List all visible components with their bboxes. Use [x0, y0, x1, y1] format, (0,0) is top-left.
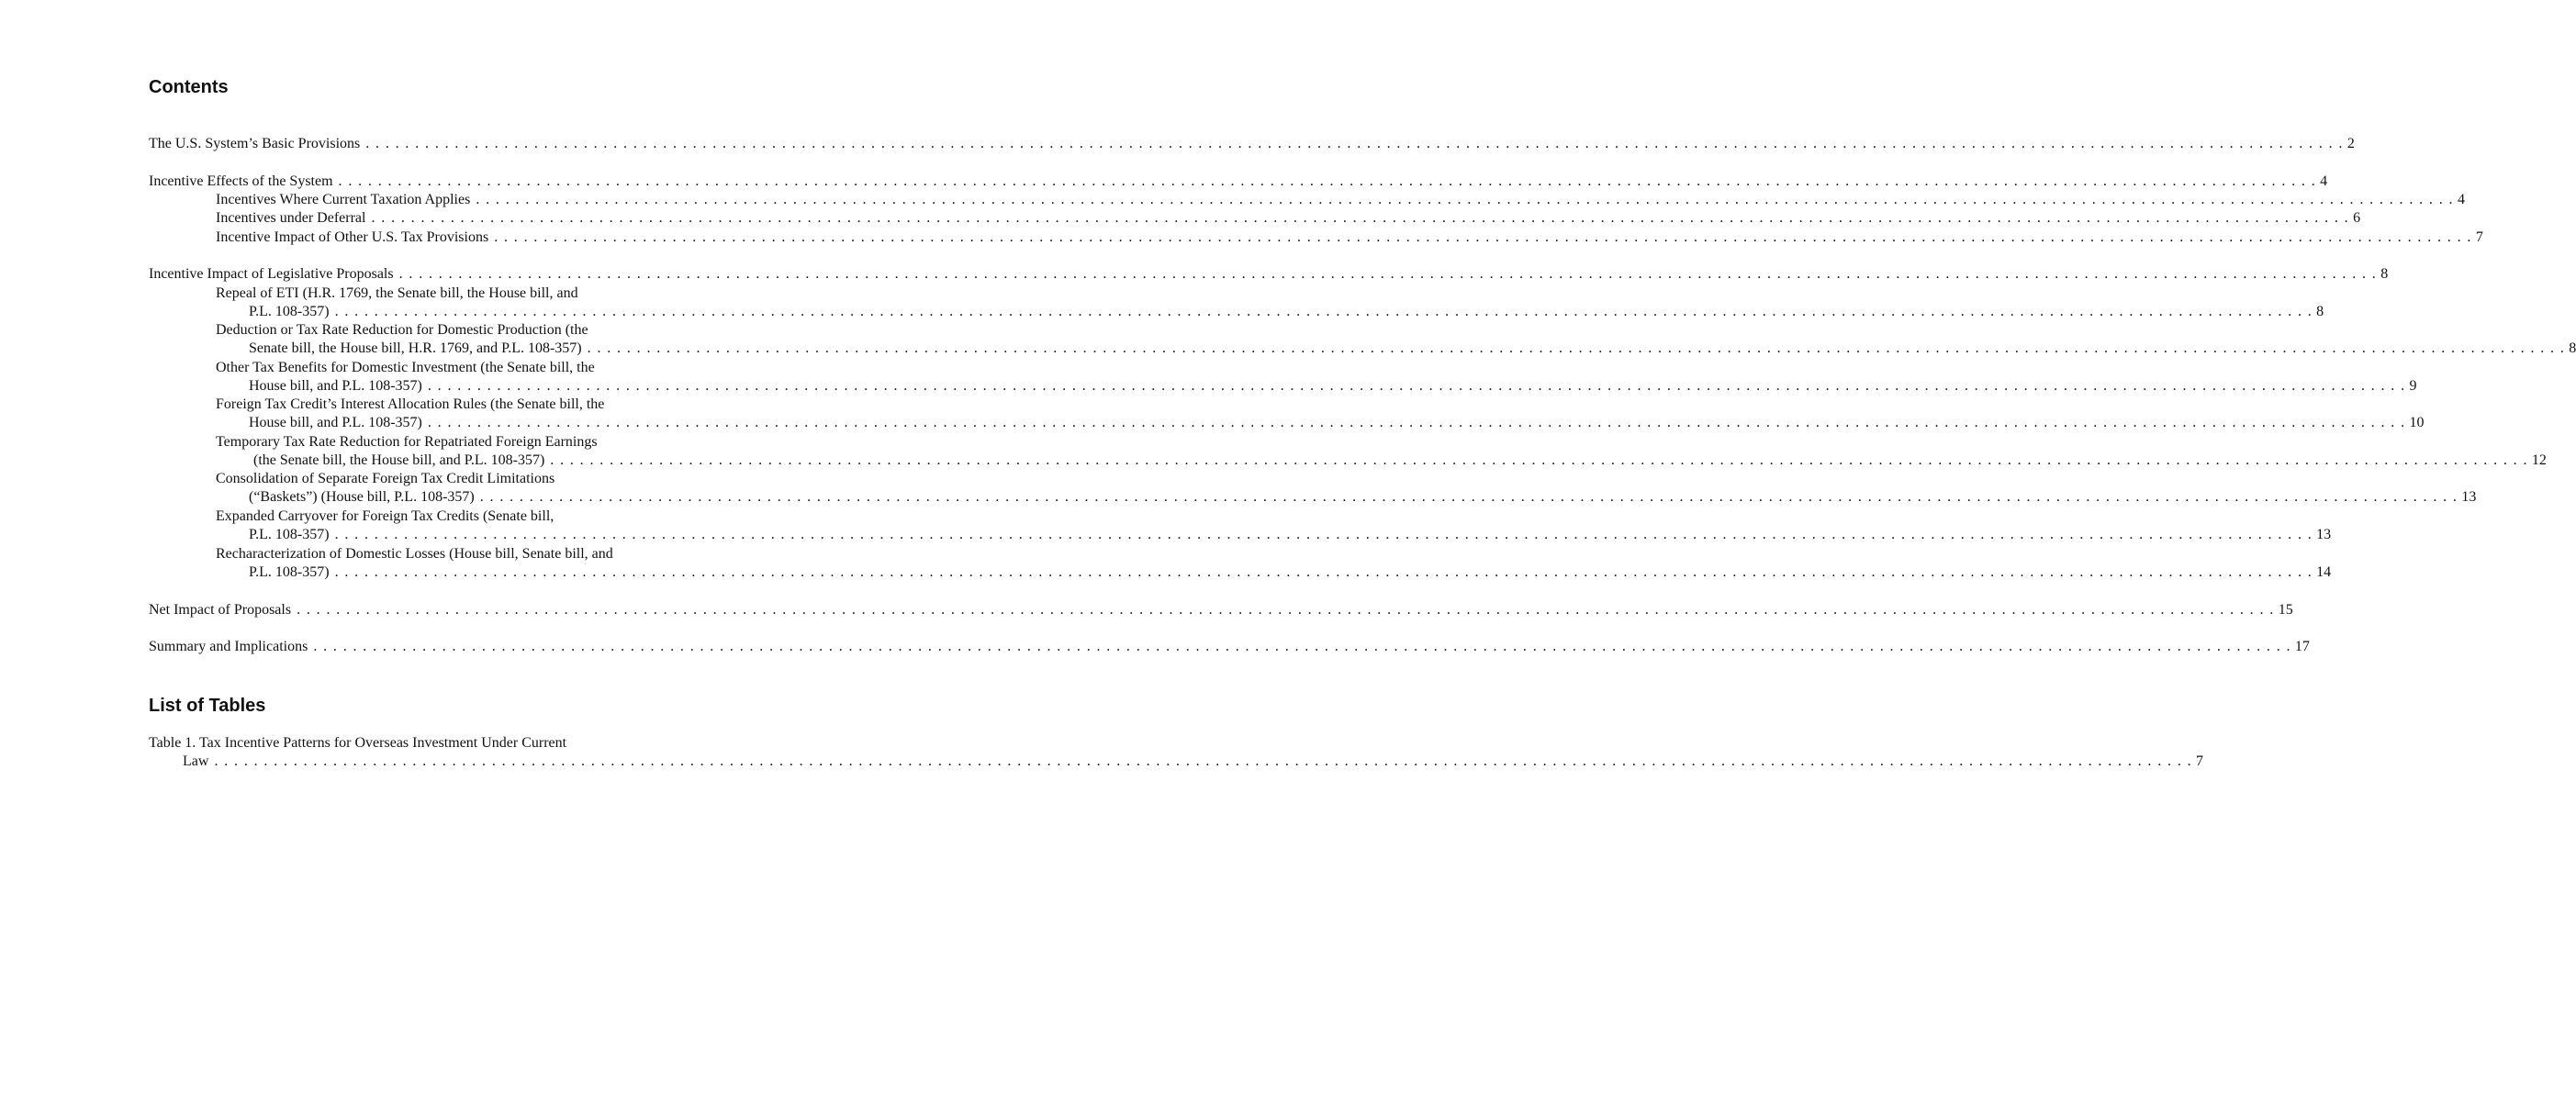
toc-entry-title: P.L. 108-357)	[249, 527, 330, 542]
toc-entry-title: Deduction or Tax Rate Reduction for Domestic Production (the	[216, 322, 588, 338]
toc-page-number: 10	[2409, 415, 2425, 430]
toc-entry-title: Expanded Carryover for Foreign Tax Credits (Senate bill,	[216, 508, 554, 524]
toc-page-number: 7	[2196, 753, 2204, 769]
toc-consolidation-entry-continued[interactable]	[249, 488, 2477, 507]
toc-other-benefits-entry-continued[interactable]	[249, 377, 2417, 396]
dot-leader: . . . . . . . . . . . . . . . . . . . . . . . . . . . . . . . . . . . . . . . . . . . . . . . . . . . . . . . . . . . . . . . . . . . . . . . . . . . . . . . . . . . . . . . . . . . . . . . . . . . . . . . . . . . . . . . . . . . . . . . . . . . . . . . . . . . . . . . . . . . . . . . . . . . . . . . . . . . . . . . . . . . . . . . . . . . . . . . . . . . . . . . . . . . . . . . . . . . . . . . .	[398, 266, 2378, 282]
toc-consolidation-entry[interactable]	[216, 470, 696, 488]
toc-page-number: 15	[2278, 602, 2293, 618]
toc-entry-title: Repeal of ETI (H.R. 1769, the Senate bill, the House bill, and	[216, 285, 578, 301]
dot-leader: . . . . . . . . . . . . . . . . . . . . . . . . . . . . . . . . . . . . . . . . . . . . . . . . . . . . . . . . . . . . . . . . . . . . . . . . . . . . . . . . . . . . . . . . . . . . . . . . . . . . . . . . . . . . . . . . . . . . . . . . . . . . . . . . . . . . . . . . . . . . . . . . . . . . . . . . . . . . . . . . . . . . . . . . . . . . . . . . . . . . . . . . . . . . . . . . . . . . . . . .	[494, 229, 2472, 245]
toc-current-taxation-entry[interactable]	[216, 191, 2465, 209]
toc-entry-title: Senate bill, the House bill, H.R. 1769, and P.L. 108-357)	[249, 340, 582, 356]
toc-recharacterization-entry[interactable]	[216, 545, 696, 563]
toc-page-number: 4	[2320, 173, 2328, 189]
toc-page-number: 14	[2316, 564, 2332, 580]
toc-entry-title: Incentive Impact of Other U.S. Tax Provisions	[216, 229, 489, 245]
toc-summary-entry[interactable]	[149, 638, 2310, 656]
dot-leader: . . . . . . . . . . . . . . . . . . . . . . . . . . . . . . . . . . . . . . . . . . . . . . . . . . . . . . . . . . . . . . . . . . . . . . . . . . . . . . . . . . . . . . . . . . . . . . . . . . . . . . . . . . . . . . . . . . . . . . . . . . . . . . . . . . . . . . . . . . . . . . . . . . . . . . . . . . . . . . . . . . . . . . . . . . . . . . . . . . . . . . . . . . . . . . . . . . . . . . . .	[214, 753, 2193, 769]
toc-page-number: 9	[2409, 378, 2417, 394]
toc-deferral-entry[interactable]	[216, 209, 2361, 228]
toc-repeal-eti-entry-continued[interactable]	[249, 303, 2324, 321]
toc-temporary-rate-entry[interactable]	[216, 433, 696, 452]
dot-leader: . . . . . . . . . . . . . . . . . . . . . . . . . . . . . . . . . . . . . . . . . . . . . . . . . . . . . . . . . . . . . . . . . . . . . . . . . . . . . . . . . . . . . . . . . . . . . . . . . . . . . . . . . . . . . . . . . . . . . . . . . . . . . . . . . . . . . . . . . . . . . . . . . . . . . . . . . . . . . . . . . . . . . . . . . . . . . . . . . . . . . . . . . . . . . . . . . . . . . . . .	[334, 564, 2313, 580]
toc-deduction-rate-entry-continued[interactable]	[249, 340, 2576, 358]
dot-leader: . . . . . . . . . . . . . . . . . . . . . . . . . . . . . . . . . . . . . . . . . . . . . . . . . . . . . . . . . . . . . . . . . . . . . . . . . . . . . . . . . . . . . . . . . . . . . . . . . . . . . . . . . . . . . . . . . . . . . . . . . . . . . . . . . . . . . . . . . . . . . . . . . . . . . . . . . . . . . . . . . . . . . . . . . . . . . . . . . . . . . . . . . . . . . . . . . . . . . . . .	[313, 639, 2291, 654]
toc-entry-title: (the Senate bill, the House bill, and P.L. 108-357)	[253, 452, 545, 468]
dot-leader: . . . . . . . . . . . . . . . . . . . . . . . . . . . . . . . . . . . . . . . . . . . . . . . . . . . . . . . . . . . . . . . . . . . . . . . . . . . . . . . . . . . . . . . . . . . . . . . . . . . . . . . . . . . . . . . . . . . . . . . . . . . . . . . . . . . . . . . . . . . . . . . . . . . . . . . . . . . . . . . . . . . . . . . . . . . . . . . . . . . . . . . . . . . . . . . . . . . . . . . .	[476, 192, 2454, 207]
toc-entry-title: P.L. 108-357)	[249, 564, 330, 580]
dot-leader: . . . . . . . . . . . . . . . . . . . . . . . . . . . . . . . . . . . . . . . . . . . . . . . . . . . . . . . . . . . . . . . . . . . . . . . . . . . . . . . . . . . . . . . . . . . . . . . . . . . . . . . . . . . . . . . . . . . . . . . . . . . . . . . . . . . . . . . . . . . . . . . . . . . . . . . . . . . . . . . . . . . . . . . . . . . . . . . . . . . . . . . . . . . . . . . . . . . . . . . .	[587, 340, 2566, 356]
toc-us-system-entry[interactable]	[149, 135, 2355, 153]
table-1-entry-continued[interactable]	[183, 753, 2204, 771]
toc-entry-title: (“Baskets”) (House bill, P.L. 108-357)	[249, 489, 475, 505]
toc-page-number: 8	[2380, 266, 2389, 282]
toc-entry-title: Summary and Implications	[149, 639, 308, 654]
toc-entry-title: Table 1. Tax Incentive Patterns for Overseas Investment Under Current	[149, 735, 567, 751]
dot-leader: . . . . . . . . . . . . . . . . . . . . . . . . . . . . . . . . . . . . . . . . . . . . . . . . . . . . . . . . . . . . . . . . . . . . . . . . . . . . . . . . . . . . . . . . . . . . . . . . . . . . . . . . . . . . . . . . . . . . . . . . . . . . . . . . . . . . . . . . . . . . . . . . . . . . . . . . . . . . . . . . . . . . . . . . . . . . . . . . . . . . . . . . . . . . . . . . . . . . . . . .	[371, 210, 2350, 226]
toc-repeal-eti-entry[interactable]	[216, 284, 696, 303]
toc-entry-title: House bill, and P.L. 108-357)	[249, 415, 422, 430]
table-1-entry[interactable]	[149, 734, 696, 753]
toc-deduction-rate-entry[interactable]	[216, 321, 696, 340]
toc-entry-title: Other Tax Benefits for Domestic Investment (the Senate bill, the	[216, 360, 595, 375]
toc-temporary-rate-entry-continued[interactable]	[253, 452, 2547, 470]
contents-heading: Contents	[149, 77, 229, 97]
toc-other-benefits-entry[interactable]	[216, 359, 696, 377]
toc-entry-title: Foreign Tax Credit’s Interest Allocation Rules (the Senate bill, the	[216, 396, 605, 412]
toc-entry-title: Recharacterization of Domestic Losses (House bill, Senate bill, and	[216, 546, 613, 562]
dot-leader: . . . . . . . . . . . . . . . . . . . . . . . . . . . . . . . . . . . . . . . . . . . . . . . . . . . . . . . . . . . . . . . . . . . . . . . . . . . . . . . . . . . . . . . . . . . . . . . . . . . . . . . . . . . . . . . . . . . . . . . . . . . . . . . . . . . . . . . . . . . . . . . . . . . . . . . . . . . . . . . . . . . . . . . . . . . . . . . . . . . . . . . . . . . . . . . . . . . . . . . .	[365, 136, 2344, 151]
toc-entry-title: Incentives under Deferral	[216, 210, 366, 226]
toc-entry-title: Temporary Tax Rate Reduction for Repatriated Foreign Earnings	[216, 434, 598, 450]
dot-leader: . . . . . . . . . . . . . . . . . . . . . . . . . . . . . . . . . . . . . . . . . . . . . . . . . . . . . . . . . . . . . . . . . . . . . . . . . . . . . . . . . . . . . . . . . . . . . . . . . . . . . . . . . . . . . . . . . . . . . . . . . . . . . . . . . . . . . . . . . . . . . . . . . . . . . . . . . . . . . . . . . . . . . . . . . . . . . . . . . . . . . . . . . . . . . . . . . . . . . . . .	[550, 452, 2528, 468]
toc-other-provisions-entry[interactable]	[216, 229, 2483, 247]
dot-leader: . . . . . . . . . . . . . . . . . . . . . . . . . . . . . . . . . . . . . . . . . . . . . . . . . . . . . . . . . . . . . . . . . . . . . . . . . . . . . . . . . . . . . . . . . . . . . . . . . . . . . . . . . . . . . . . . . . . . . . . . . . . . . . . . . . . . . . . . . . . . . . . . . . . . . . . . . . . . . . . . . . . . . . . . . . . . . . . . . . . . . . . . . . . . . . . . . . . . . . . .	[334, 527, 2313, 542]
toc-entry-title: Net Impact of Proposals	[149, 602, 292, 618]
toc-page-number: 2	[2346, 136, 2355, 151]
toc-carryover-entry-continued[interactable]	[249, 526, 2332, 544]
toc-interest-allocation-entry[interactable]	[216, 396, 696, 414]
dot-leader: . . . . . . . . . . . . . . . . . . . . . . . . . . . . . . . . . . . . . . . . . . . . . . . . . . . . . . . . . . . . . . . . . . . . . . . . . . . . . . . . . . . . . . . . . . . . . . . . . . . . . . . . . . . . . . . . . . . . . . . . . . . . . . . . . . . . . . . . . . . . . . . . . . . . . . . . . . . . . . . . . . . . . . . . . . . . . . . . . . . . . . . . . . . . . . . . . . . . . . . .	[427, 378, 2406, 394]
toc-page-number: 4	[2457, 192, 2465, 207]
dot-leader: . . . . . . . . . . . . . . . . . . . . . . . . . . . . . . . . . . . . . . . . . . . . . . . . . . . . . . . . . . . . . . . . . . . . . . . . . . . . . . . . . . . . . . . . . . . . . . . . . . . . . . . . . . . . . . . . . . . . . . . . . . . . . . . . . . . . . . . . . . . . . . . . . . . . . . . . . . . . . . . . . . . . . . . . . . . . . . . . . . . . . . . . . . . . . . . . . . . . . . . .	[479, 489, 2458, 505]
toc-legislative-proposals-entry[interactable]	[149, 265, 2389, 284]
dot-leader: . . . . . . . . . . . . . . . . . . . . . . . . . . . . . . . . . . . . . . . . . . . . . . . . . . . . . . . . . . . . . . . . . . . . . . . . . . . . . . . . . . . . . . . . . . . . . . . . . . . . . . . . . . . . . . . . . . . . . . . . . . . . . . . . . . . . . . . . . . . . . . . . . . . . . . . . . . . . . . . . . . . . . . . . . . . . . . . . . . . . . . . . . . . . . . . . . . . . . . . .	[338, 173, 2317, 189]
toc-entry-title: Incentive Impact of Legislative Proposals	[149, 266, 394, 282]
dot-leader: . . . . . . . . . . . . . . . . . . . . . . . . . . . . . . . . . . . . . . . . . . . . . . . . . . . . . . . . . . . . . . . . . . . . . . . . . . . . . . . . . . . . . . . . . . . . . . . . . . . . . . . . . . . . . . . . . . . . . . . . . . . . . . . . . . . . . . . . . . . . . . . . . . . . . . . . . . . . . . . . . . . . . . . . . . . . . . . . . . . . . . . . . . . . . . . . . . . . . . . .	[297, 602, 2275, 618]
toc-carryover-entry[interactable]	[216, 507, 696, 526]
toc-entry-title: Incentive Effects of the System	[149, 173, 333, 189]
toc-entry-title: Law	[183, 753, 209, 769]
dot-leader: . . . . . . . . . . . . . . . . . . . . . . . . . . . . . . . . . . . . . . . . . . . . . . . . . . . . . . . . . . . . . . . . . . . . . . . . . . . . . . . . . . . . . . . . . . . . . . . . . . . . . . . . . . . . . . . . . . . . . . . . . . . . . . . . . . . . . . . . . . . . . . . . . . . . . . . . . . . . . . . . . . . . . . . . . . . . . . . . . . . . . . . . . . . . . . . . . . . . . . . .	[334, 304, 2313, 319]
toc-entry-title: The U.S. System’s Basic Provisions	[149, 136, 361, 151]
toc-page-number: 13	[2316, 527, 2332, 542]
toc-entry-title: Incentives Where Current Taxation Applies	[216, 192, 471, 207]
toc-page-number: 7	[2475, 229, 2483, 245]
toc-recharacterization-entry-continued[interactable]	[249, 563, 2332, 582]
toc-entry-title: House bill, and P.L. 108-357)	[249, 378, 422, 394]
toc-page-number: 12	[2531, 452, 2547, 468]
toc-interest-allocation-entry-continued[interactable]	[249, 414, 2425, 432]
toc-entry-title: Consolidation of Separate Foreign Tax Credit Limitations	[216, 471, 555, 486]
toc-page-number: 8	[2569, 340, 2576, 356]
toc-page-number: 13	[2461, 489, 2477, 505]
toc-page-number: 8	[2316, 304, 2324, 319]
list-of-tables-heading: List of Tables	[149, 696, 266, 716]
toc-entry-title: P.L. 108-357)	[249, 304, 330, 319]
toc-page-number: 6	[2353, 210, 2361, 226]
toc-page-number: 17	[2294, 639, 2310, 654]
toc-incentive-effects-entry[interactable]	[149, 173, 2328, 191]
dot-leader: . . . . . . . . . . . . . . . . . . . . . . . . . . . . . . . . . . . . . . . . . . . . . . . . . . . . . . . . . . . . . . . . . . . . . . . . . . . . . . . . . . . . . . . . . . . . . . . . . . . . . . . . . . . . . . . . . . . . . . . . . . . . . . . . . . . . . . . . . . . . . . . . . . . . . . . . . . . . . . . . . . . . . . . . . . . . . . . . . . . . . . . . . . . . . . . . . . . . . . . .	[427, 415, 2406, 430]
toc-net-impact-entry[interactable]	[149, 601, 2293, 619]
